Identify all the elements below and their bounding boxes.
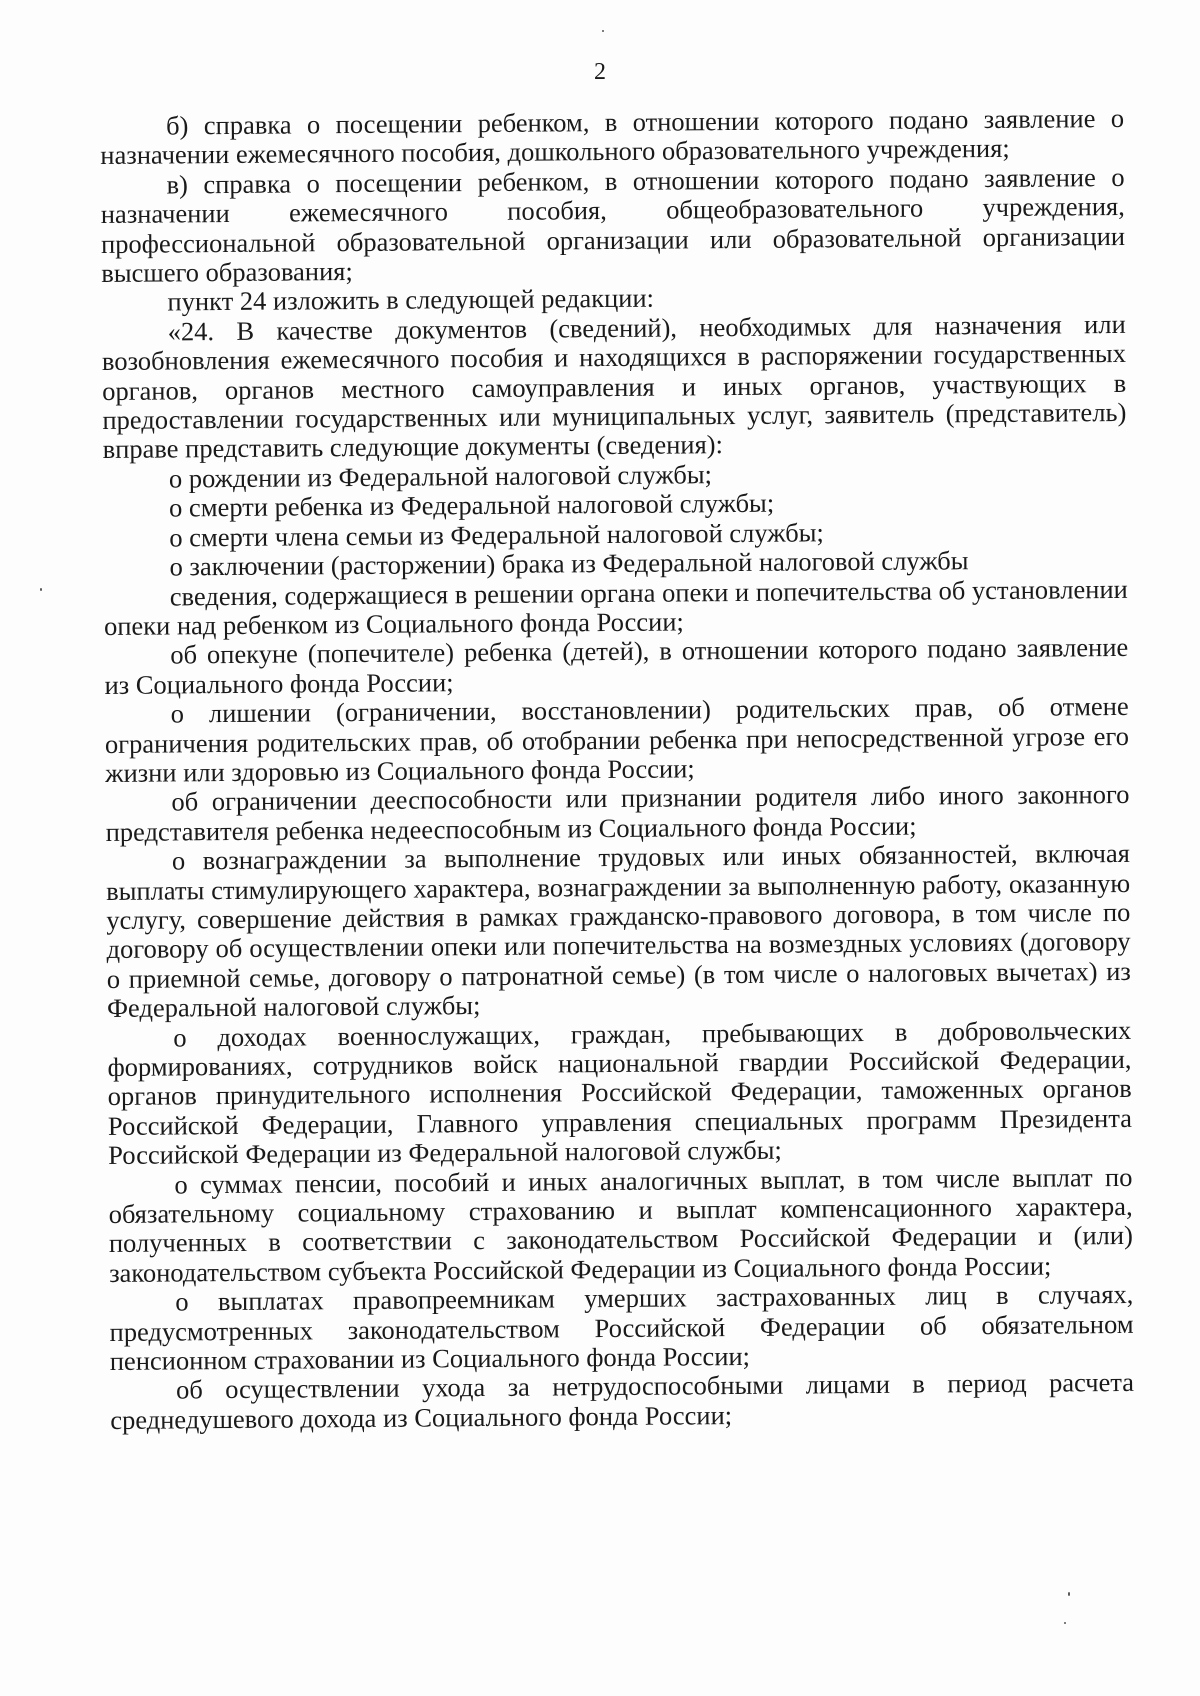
paragraph: о лишении (ограничении, восстановлении) родительских прав, об отмене ограничения родительских прав, об отобрании ребенка при непосредственной угрозе его жизни или здоровью из Социального фонда России; xyxy=(104,691,1130,788)
paragraph: в) справка о посещении ребенком, в отношении которого подано заявление о назначении ежемесячного пособия, общеобразовательного учреждения, профессиональной образовательной организации или образовательной организации высшего образования; xyxy=(100,161,1126,289)
paragraph: «24. В качестве документов (сведений), необходимых для назначения или возобновления ежемесячного пособия и находящихся в распоряжении государственных органов, органов местного самоуправления и иных органов, участвующих в предоставлении государственных или муниципальных услуг, заявитель (представитель) вправе представить следующие документы (сведения): xyxy=(101,308,1127,465)
paragraph: о смерти члена семьи из Федеральной налоговой службы; xyxy=(169,517,824,553)
paragraph: о рождении из Федеральной налоговой службы; xyxy=(168,459,713,494)
paragraph: о смерти ребенка из Федеральной налоговой службы; xyxy=(168,487,775,523)
paragraph: о выплатах правопреемникам умерших застрахованных лиц в случаях, предусмотренных законодательством Российской Федерации об обязательном пенсионном страховании из Социального фонда России; xyxy=(109,1279,1134,1377)
paragraph: о суммах пенсии, пособий и иных аналогичных выплат, в том числе выплат по обязательному социальному страхованию и выплат компенсационного характера, полученных в соответствии с законодательством Российской Федерации и (или) законодательством субъекта Российской Федерации из Социального фонда России; xyxy=(108,1161,1133,1288)
paragraph: об ограничении дееспособности или признании родителя либо иного законного представителя ребенка недееспособным из Социального фонда России; xyxy=(105,779,1130,847)
paragraph: пункт 24 изложить в следующей редакции: xyxy=(167,283,655,317)
scan-speck xyxy=(1068,1592,1070,1596)
paragraph: об опекуне (попечителе) ребенка (детей), в отношении которого подано заявление из Социального фонда России; xyxy=(104,632,1129,700)
paragraph: об осуществлении ухода за нетрудоспособными лицами в период расчета среднедушевого дохода из Социального фонда России; xyxy=(110,1367,1135,1435)
paragraph: о заключении (расторжении) брака из Федеральной налоговой службы xyxy=(169,545,969,582)
page-number: 2 xyxy=(594,59,606,85)
paragraph: б) справка о посещении ребенком, в отношении которого подано заявление о назначении ежемесячного пособия, дошкольного образовательного учреждения; xyxy=(100,102,1125,171)
scan-speck xyxy=(602,30,604,32)
scan-speck xyxy=(40,588,42,591)
paragraph: о доходах военнослужащих, граждан, пребывающих в добровольческих формированиях, сотрудников войск национальной гвардии Российской Федерации, органов принудительного исполнения Российской Федерации, таможенных органов Российской Федерации, Главного управления специальных программ Президента Российской Федерации из Федеральной налоговой службы; xyxy=(107,1014,1133,1171)
paragraph: о вознаграждении за выполнение трудовых или иных обязанностей, включая выплаты стимулирующего характера, вознаграждении за выполненную работу, оказанную услугу, совершение действия в рамках гражданско-правового договора, в том числе по договору об осуществлении опеки или попечительства на возмездных условиях (договору о приемной семье, договору о патронатной семье) (в том числе о налоговых вычетах) из Федеральной налоговой службы; xyxy=(105,838,1131,1024)
scan-speck xyxy=(1064,1622,1066,1624)
document-body xyxy=(100,104,1134,1435)
paragraph: сведения, содержащиеся в решении органа опеки и попечительства об установлении опеки над ребенком из Социального фонда России; xyxy=(103,573,1128,641)
